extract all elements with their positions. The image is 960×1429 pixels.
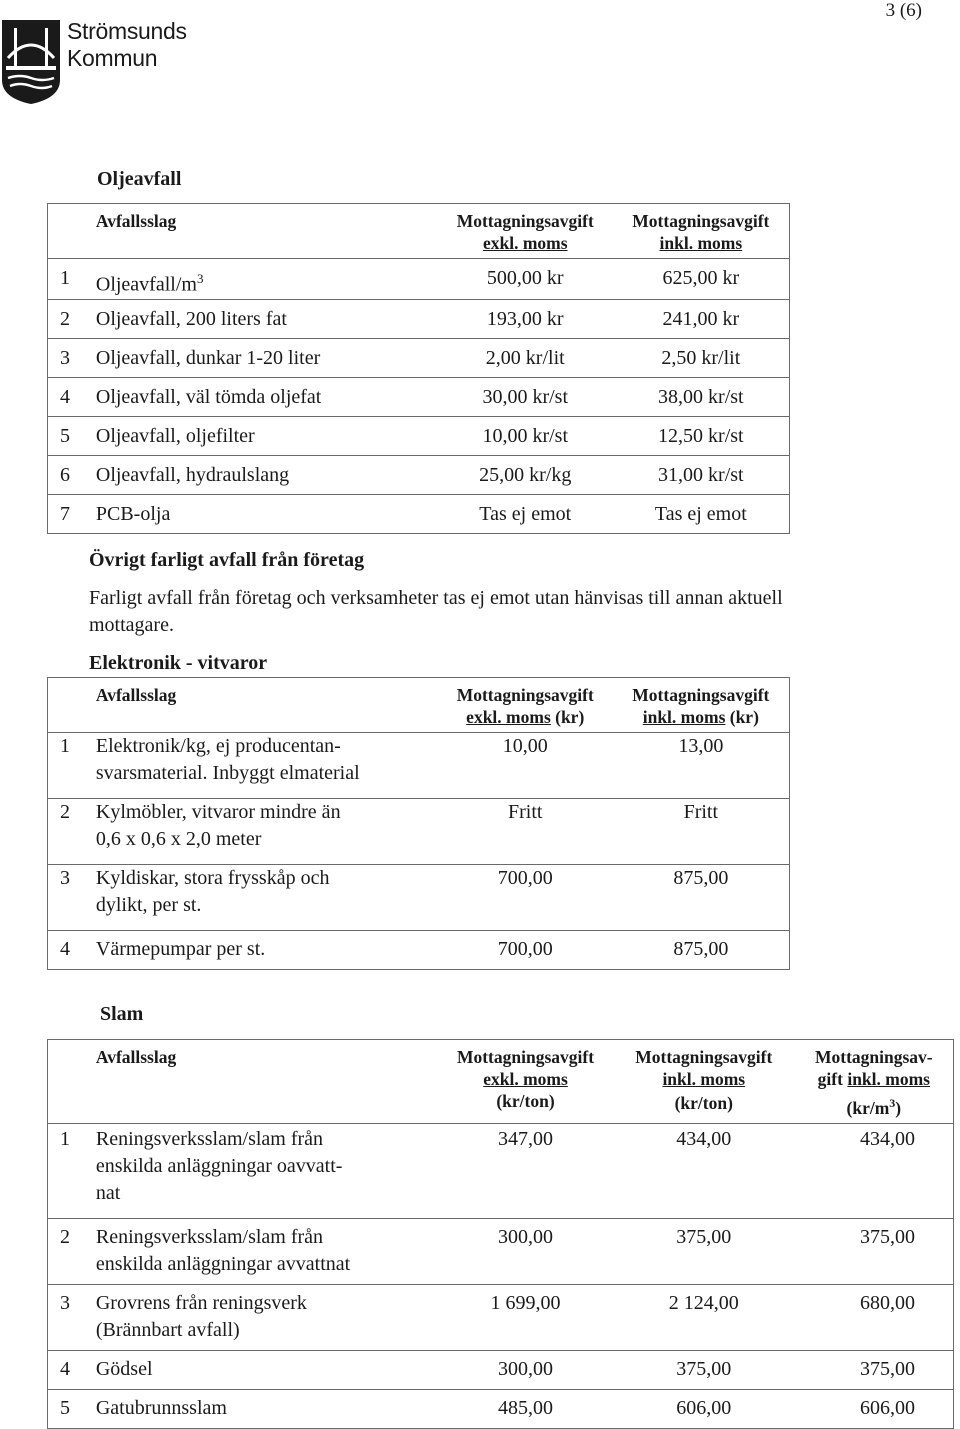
table-row: 2 Reningsverksslam/slam från enskilda anläggningar avvattnat 300,00 375,00 375,00: [48, 1218, 954, 1284]
table-row: 3 Oljeavfall, dunkar 1-20 liter 2,00 kr/lit 2,50 kr/lit: [48, 338, 790, 377]
bridge-logo-icon: [0, 14, 62, 106]
oljeavfall-table: [47, 203, 790, 534]
table-header: [48, 204, 790, 259]
ovrigt-text: Farligt avfall från företag och verksamheter tas ej emot utan hänvisas till annan aktuell mottagare.: [89, 587, 783, 636]
table-row: 1 Reningsverksslam/slam från enskilda anläggningar oavvatt- nat 347,00 434,00 434,00: [48, 1123, 954, 1218]
table-row: 4 Värmepumpar per st. 700,00 875,00: [48, 931, 790, 970]
table-row: 6 Oljeavfall, hydraulslang 25,00 kr/kg 31,00 kr/st: [48, 455, 790, 494]
col-exkl-moms: Mottagningsavgift exkl. moms: [438, 204, 613, 259]
col-avfallsslag: Avfallsslag: [96, 1040, 438, 1124]
table-header: [48, 678, 790, 733]
page-number: 3 (6): [885, 0, 922, 21]
col-exkl-moms: Mottagningsavgift exkl. moms (kr): [438, 678, 613, 733]
table-row: 2 Oljeavfall, 200 liters fat 193,00 kr 241,00 kr: [48, 299, 790, 338]
slam-table: [47, 1039, 954, 1429]
col-exkl-moms: Mottagningsavgift exkl. moms (kr/ton): [438, 1040, 613, 1124]
table-row: 2 Kylmöbler, vitvaror mindre än 0,6 x 0,6 x 2,0 meter Fritt Fritt: [48, 799, 790, 865]
table-row: 7 PCB-olja Tas ej emot Tas ej emot: [48, 494, 790, 533]
table-row: 5 Gatubrunnsslam 485,00 606,00 606,00: [48, 1389, 954, 1428]
col-avfallsslag: Avfallsslag: [96, 678, 438, 733]
kommun-logo: [0, 14, 210, 106]
col-avfallsslag: Avfallsslag: [96, 204, 438, 259]
table-header: [48, 1040, 954, 1124]
table-row: 4 Oljeavfall, väl tömda oljefat 30,00 kr/st 38,00 kr/st: [48, 377, 790, 416]
ovrigt-title: Övrigt farligt avfall från företag: [89, 549, 365, 571]
table-row: 1 Oljeavfall/$m^3$ 500,00 kr 625,00 kr: [48, 259, 790, 300]
elektronik-title: Elektronik - vitvaror: [89, 652, 268, 674]
table-row: 1 Elektronik/kg, ej producentan- svarsmaterial. Inbyggt elmaterial 10,00 13,00: [48, 733, 790, 799]
col-inkl-moms-m3: Mottagningsav- gift inkl. moms $(kr/m^3)$: [795, 1040, 954, 1124]
oljeavfall-title: Oljeavfall: [97, 168, 182, 190]
elektronik-table: [47, 677, 790, 970]
col-inkl-moms: Mottagningsavgift inkl. moms (kr): [613, 678, 790, 733]
table-row: 5 Oljeavfall, oljefilter 10,00 kr/st 12,50 kr/st: [48, 416, 790, 455]
logo-line-2: Kommun: [67, 45, 158, 71]
slam-title: Slam: [100, 1003, 144, 1025]
table-row: 4 Gödsel 300,00 375,00 375,00: [48, 1350, 954, 1389]
col-inkl-moms: Mottagningsavgift inkl. moms: [613, 204, 790, 259]
logo-line-1: Strömsunds: [67, 18, 187, 44]
table-row: 3 Kyldiskar, stora frysskåp och dylikt, per st. 700,00 875,00: [48, 865, 790, 931]
table-row: 3 Grovrens från reningsverk (Brännbart avfall) 1 699,00 2 124,00 680,00: [48, 1284, 954, 1350]
col-inkl-moms: Mottagningsavgift inkl. moms (kr/ton): [613, 1040, 795, 1124]
